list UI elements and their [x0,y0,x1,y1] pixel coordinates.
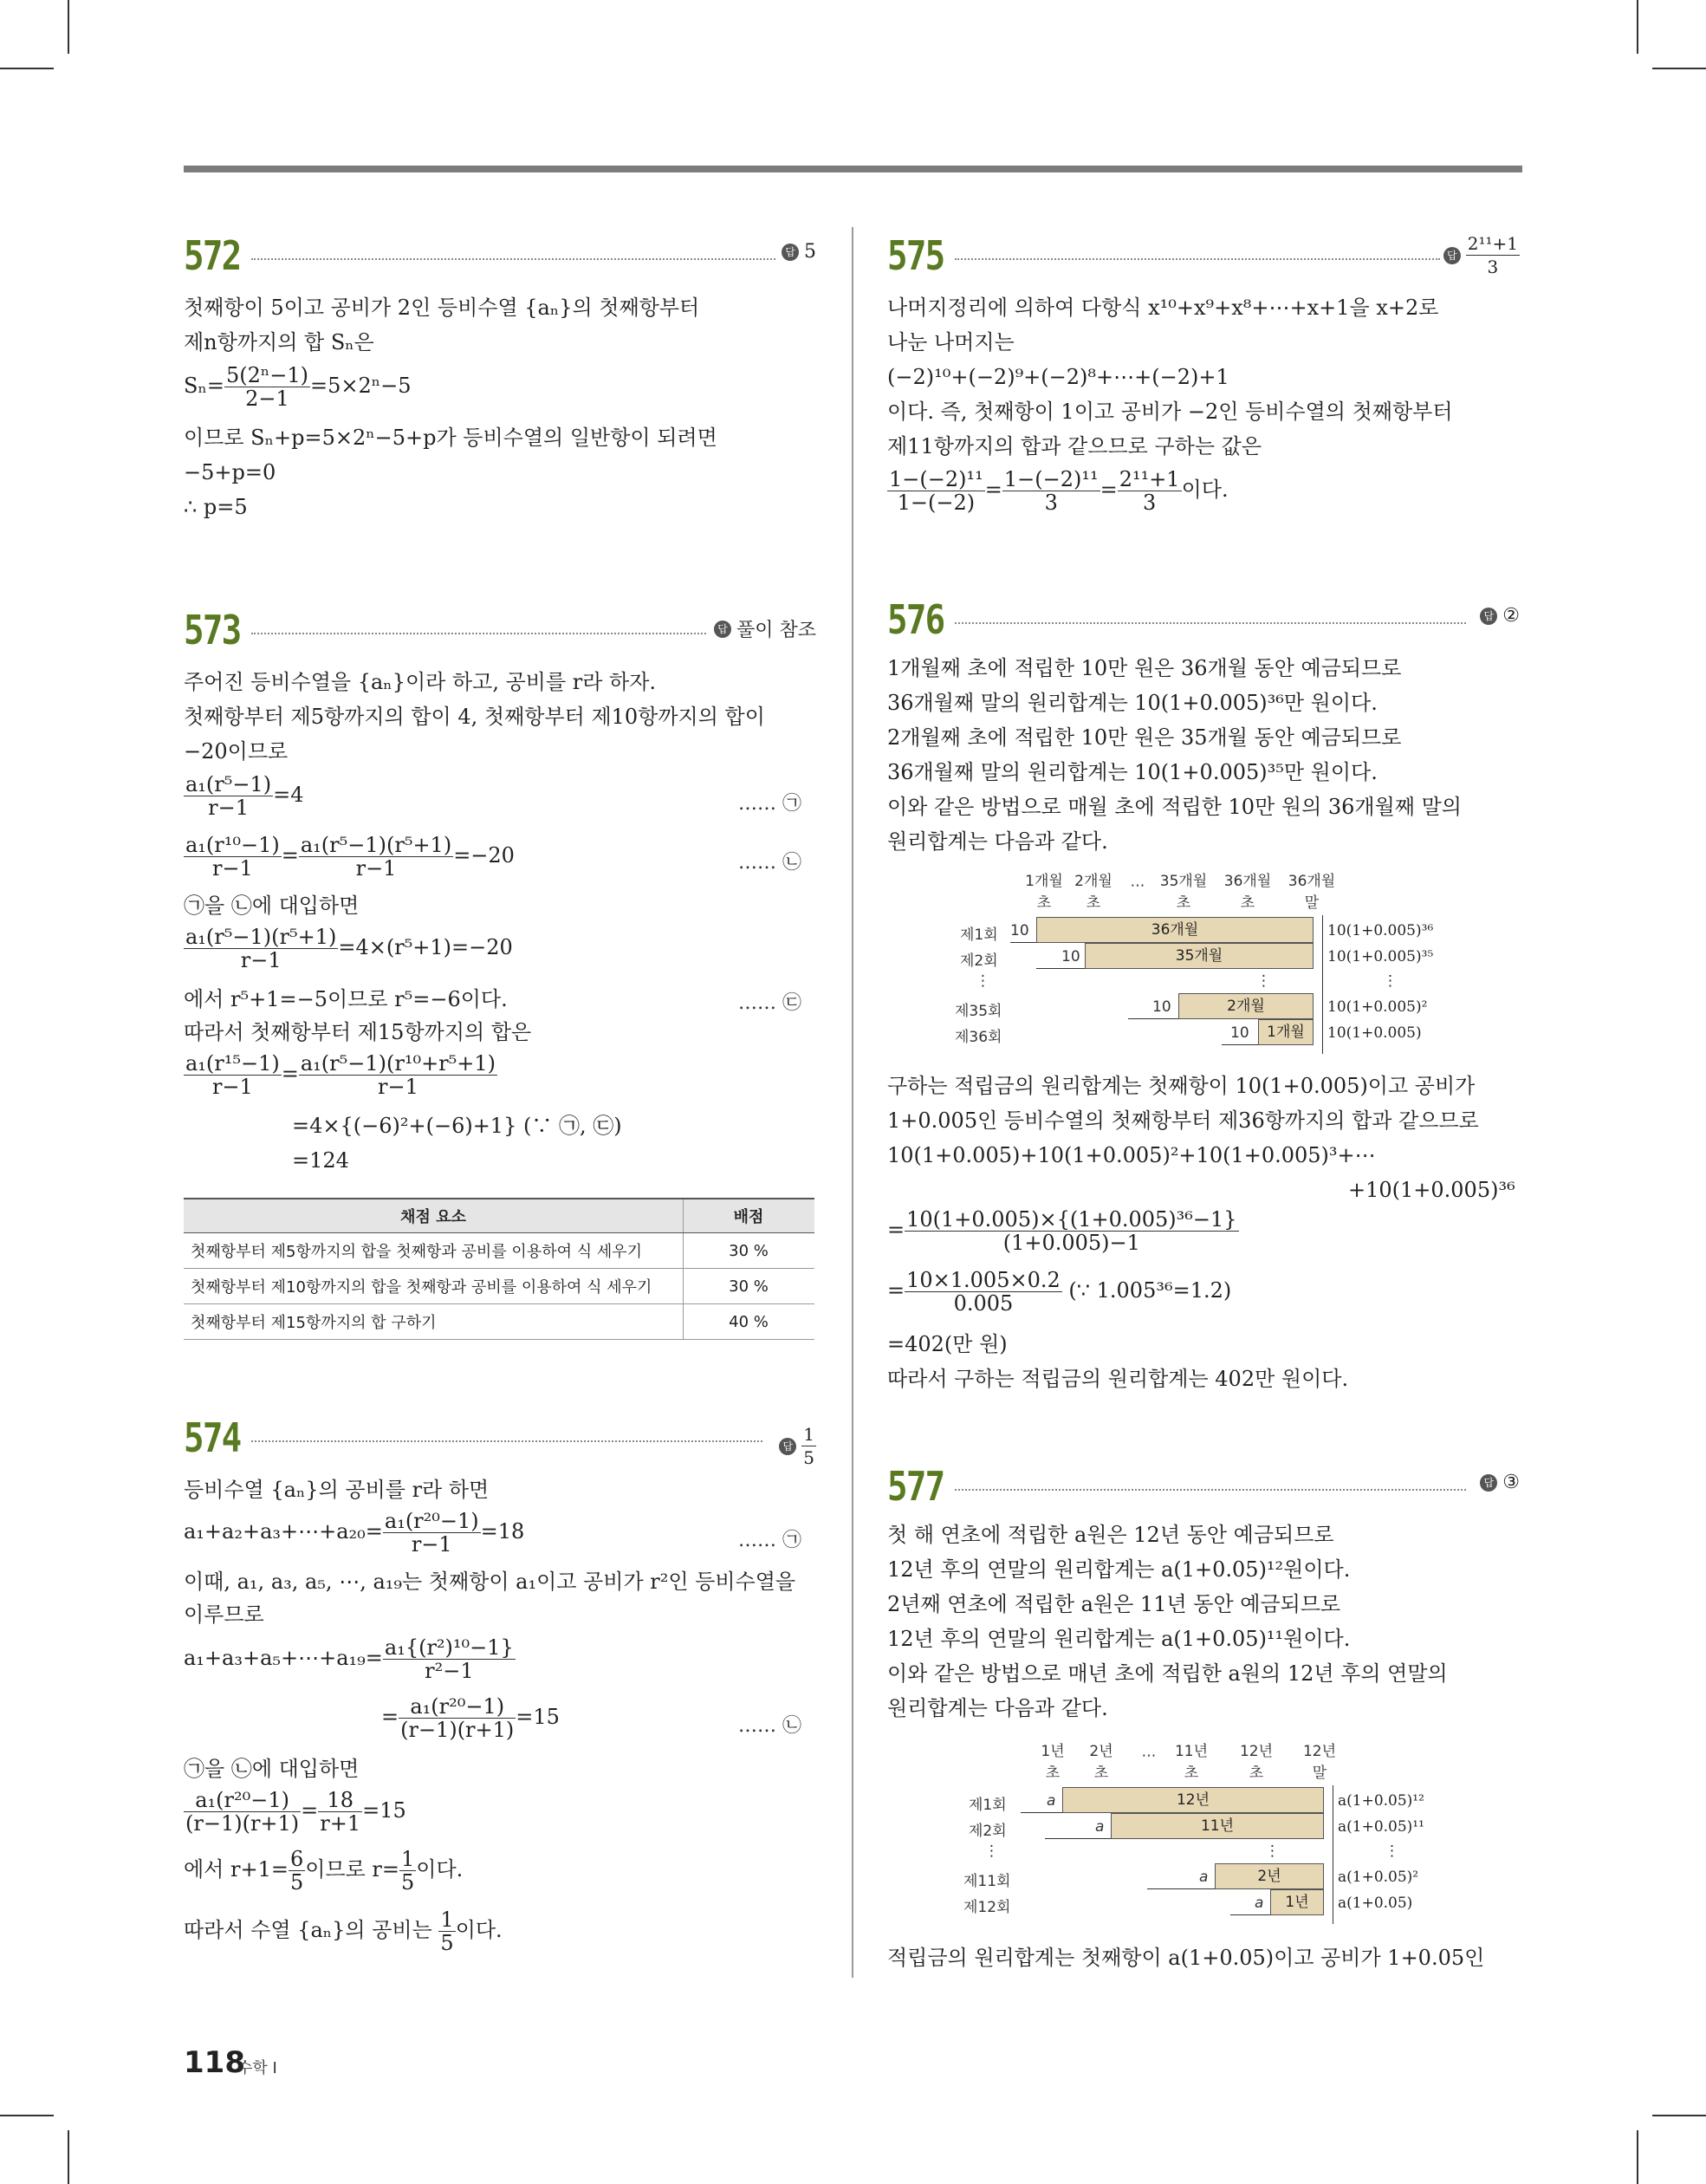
timeline-bar: 35개월 [1085,943,1314,969]
answer-icon: 답 [1480,1474,1497,1492]
equation: 에서 r+1= $\frac{6}{5}$ 이므로 r= $\frac{1}{5}$ 이다. [184,1847,464,1895]
text-line: ㉠을 ㉡에 대입하면 [184,1757,360,1781]
timeline-line [1147,1888,1215,1889]
answer: 답 $\frac{1}{5}$ [779,1423,816,1469]
problem-number: 573 [184,607,241,653]
equation: = $\frac{\text{10(1+0.005)×\{(1+0.005)³⁶−1\}}}{(1+0.005)-1}$ [887,1207,1237,1255]
timeline-line [1036,968,1085,969]
text-line: 이다. 즉, 첫째항이 1이고 공비가 −2인 등비수열의 첫째항부터 [887,400,1453,424]
problem-573 [184,607,816,1173]
timeline-row-label: 제1회 [960,926,998,944]
equation-marker: …… ㉠ [738,1530,801,1551]
page-number: 118 [184,2045,245,2080]
problem-header [184,232,816,284]
timeline-vdots: ⋮ [1265,1843,1280,1860]
timeline-label: 36개월 말 [1288,873,1336,912]
equation: Sₙ= $\frac{\text{5(2ⁿ−1)}}{2-1}$ =5×2ⁿ−5 [184,363,412,411]
timeline-row-label: ⋮ [976,972,990,990]
text-line: 따라서 첫째항부터 제15항까지의 합은 [184,1020,532,1044]
timeline-result: 10(1+0.005)² [1327,998,1428,1016]
timeline-row-label: 제2회 [969,1823,1007,1840]
problem-577 [887,1463,1520,1720]
text-line: +10(1+0.005)³⁶ [1348,1178,1515,1202]
dotted-leader [955,1489,1466,1491]
text-line: 10(1+0.005)+10(1+0.005)²+10(1+0.005)³+⋯ [887,1143,1376,1167]
table-row [184,1233,814,1269]
problem-576 [887,596,1520,854]
problem-575 [887,232,1520,515]
text-line: (−2)¹⁰+(−2)⁹+(−2)⁸+⋯+(−2)+1 [887,365,1229,389]
equation: $\frac{\text{a₁(r¹⁰−1)}}{r-1}$ = $\frac{\text{a₁(r⁵−1)(r⁵+1)}}{r-1}$ =−20 [185,833,515,881]
timeline-row-label: 제12회 [963,1899,1011,1916]
text-line: 이므로 Sₙ+p=5×2ⁿ−5+p가 등비수열의 일반항이 되려면 [184,426,717,450]
text-line: 등비수열 {aₙ}의 공비를 r라 하면 [184,1478,490,1502]
timeline-label: 2개월 초 [1074,873,1112,912]
timeline-label: 12년 초 [1239,1743,1274,1782]
equation: a₁+a₃+a₅+⋯+a₁₉= $\frac{\text{a₁\{(r²)¹⁰−1\}}}{\text{r²−1}}$ [184,1635,514,1683]
timeline-label: 1개월 초 [1025,873,1063,912]
crop-mark [68,2130,69,2184]
text-line: ㉠을 ㉡에 대입하면 [184,894,360,918]
table-row [184,1304,814,1340]
text-line: 이때, a₁, a₃, a₅, ⋯, a₁₉는 첫째항이 a₁이고 공비가 r²인 등비수열을 [184,1570,796,1594]
problem-header [887,232,1520,284]
problem-574 [184,1414,816,1955]
answer: 답 $\frac{\text{2¹¹+1}}{3}$ [1443,232,1520,278]
equation: 따라서 수열 {aₙ}의 공비는 $\frac{1}{5}$ 이다. [184,1908,503,1955]
timeline-bar: 2년 [1215,1863,1324,1889]
dotted-leader [955,258,1440,260]
equation-marker: …… ㉡ [738,1715,801,1737]
table-cell: 30 % [684,1233,815,1269]
text-line: 이루므로 [184,1602,264,1627]
timeline-result: a(1+0.05) [1338,1895,1413,1912]
problem-number: 577 [887,1463,944,1510]
equation: $\frac{\text{a₁(r⁵−1)}}{r-1}$ =4 [185,772,304,820]
problem-header [184,1414,816,1466]
timeline-amount: 10 [1010,922,1029,939]
timeline-label: 2년 초 [1089,1743,1113,1782]
crop-mark [1637,2130,1638,2184]
timeline-amount: a [1047,1792,1056,1810]
timeline-row-label: 제35회 [955,1003,1002,1020]
equation-marker: …… ㉠ [738,793,801,815]
timeline-amount: a [1199,1869,1209,1886]
table-cell: 첫째항부터 제15항까지의 합 구하기 [184,1304,684,1340]
text-line: 제n항까지의 합 Sₙ은 [184,330,374,354]
timeline-result: a(1+0.05)¹² [1338,1792,1424,1810]
text-line: 첫 해 연초에 적립한 a원은 12년 동안 예금되므로 [887,1523,1334,1547]
text-line: 따라서 구하는 적립금의 원리합계는 402만 원이다. [887,1367,1349,1391]
text-line: 이와 같은 방법으로 매년 초에 적립한 a원의 12년 후의 연말의 [887,1661,1448,1686]
timeline-amount: a [1095,1818,1105,1836]
text-line: 첫째항부터 제5항까지의 합이 4, 첫째항부터 제10항까지의 합이 [184,705,765,729]
text-line: 첫째항이 5이고 공비가 2인 등비수열 {aₙ}의 첫째항부터 [184,296,700,320]
timeline-bar: 11년 [1111,1813,1324,1839]
timeline-label: 12년 말 [1302,1743,1337,1782]
timeline-label: ⋯ [1130,877,1145,894]
answer-icon: 답 [1443,247,1461,264]
crop-mark [1652,68,1706,69]
timeline-result: 10(1+0.005)³⁶ [1327,922,1434,939]
timeline-amount: a [1255,1895,1264,1912]
equation: $\frac{\text{a₁(r⁵−1)(r⁵+1)}}{r-1}$ =4×(r⁵+1)=−20 [185,925,513,972]
text-line: 나눈 나머지는 [887,330,1015,354]
problem-header [184,607,816,659]
equation-marker: …… ㉢ [738,992,801,1014]
timeline-bar: 1개월 [1258,1019,1314,1045]
answer-icon: 답 [1480,608,1497,625]
top-rule [184,166,1522,172]
timeline-result: a(1+0.05)¹¹ [1338,1818,1424,1836]
timeline-result: a(1+0.05)² [1338,1869,1419,1886]
problem-number: 576 [887,596,944,643]
equation: $\frac{\text{1−(−2)¹¹}}{1-(-2)}$ = $\frac{\text{1−(−2)¹¹}}{3}$ = $\frac{\text{2¹¹+1}}{3}$ 이다. [889,467,1229,515]
timeline-end-line [1322,915,1323,1054]
table-cell: 첫째항부터 제10항까지의 합을 첫째항과 공비를 이용하여 식 세우기 [184,1269,684,1304]
text-line: 36개월째 말의 원리합계는 10(1+0.005)³⁶만 원이다. [887,691,1378,715]
timeline-bar: 1년 [1270,1889,1324,1915]
text-line: −20이므로 [184,739,289,764]
crop-mark [68,0,69,54]
timeline-line [1230,1914,1270,1915]
crop-mark [1652,2115,1706,2116]
timeline-label: 1년 초 [1041,1743,1065,1782]
timeline-bar: 12년 [1062,1787,1324,1813]
equation: $\frac{\text{a₁(r¹⁵−1)}}{r-1}$ = $\frac{\text{a₁(r⁵−1)(r¹⁰+r⁵+1)}}{r-1}$ [185,1051,496,1099]
text-line: 구하는 적립금의 원리합계는 첫째항이 10(1+0.005)이고 공비가 [887,1074,1476,1098]
answer: 답 ③ [1480,1472,1520,1493]
timeline-line [1010,942,1036,943]
equation: $\frac{\text{a₁(r²⁰−1)}}{(r-1)(r+1)}$ = $\frac{18}{r+1}$ =15 [185,1788,406,1836]
equation: =4×{(−6)²+(−6)+1} (∵ ㉠, ㉢) [292,1114,622,1138]
problem-572 [184,232,816,519]
timeline-row-label: 제2회 [960,952,998,970]
timeline-bar: 36개월 [1036,917,1314,943]
timeline-label: 35개월 초 [1159,873,1208,912]
equation: = $\frac{\text{a₁(r²⁰−1)}}{(r-1)(r+1)}$ =15 [381,1694,560,1742]
timeline-row-label: ⋮ [984,1843,999,1860]
answer: 답 ② [1480,605,1520,627]
text-line: ∴ p=5 [184,495,248,519]
subject-label: 수학 I [237,2059,277,2077]
timeline-row-label: 제1회 [969,1797,1007,1814]
timeline-line [1021,1812,1062,1813]
timeline-result: ⋮ [1383,972,1398,990]
timeline-amount: 10 [1152,998,1171,1016]
dotted-leader [251,633,706,634]
answer-icon: 답 [782,244,799,261]
equation: =402(만 원) [887,1332,1008,1356]
text-line: 이와 같은 방법으로 매월 초에 적립한 10만 원의 36개월째 말의 [887,795,1462,819]
scoring-table [184,1198,814,1340]
timeline-label: 36개월 초 [1223,873,1272,912]
text-line: 원리합계는 다음과 같다. [887,1696,1108,1720]
text-line: 원리합계는 다음과 같다. [887,829,1108,854]
answer-icon: 답 [779,1438,796,1455]
timeline-label: 11년 초 [1174,1743,1209,1782]
problem-number: 572 [184,232,241,279]
timeline-row-label: 제11회 [963,1873,1011,1890]
timeline-line [1222,1044,1258,1045]
text-line: 주어진 등비수열을 {aₙ}이라 하고, 공비를 r라 하자. [184,670,657,694]
table-row [184,1269,814,1304]
timeline-label: ⋯ [1141,1747,1157,1765]
text-line: 36개월째 말의 원리합계는 10(1+0.005)³⁵만 원이다. [887,760,1378,784]
timeline-result: ⋮ [1385,1843,1399,1860]
table-header: 채점 요소 [184,1199,684,1233]
text-line: −5+p=0 [184,460,276,484]
text-line: 1개월째 초에 적립한 10만 원은 36개월 동안 예금되므로 [887,656,1402,680]
crop-mark [1637,0,1638,54]
text-line: 2년째 연초에 적립한 a원은 11년 동안 예금되므로 [887,1592,1341,1616]
problem-header [887,596,1520,648]
timeline-amount: 10 [1061,948,1080,965]
answer-icon: 답 [714,621,731,638]
table-cell: 30 % [684,1269,815,1304]
text-line: 2개월째 초에 적립한 10만 원은 35개월 동안 예금되므로 [887,725,1402,750]
dotted-leader [955,622,1466,624]
problem-number: 574 [184,1414,241,1461]
text-line: 12년 후의 연말의 원리합계는 a(1+0.05)¹¹원이다. [887,1627,1351,1651]
equation: =124 [292,1148,349,1173]
equation: a₁+a₂+a₃+⋯+a₂₀= $\frac{\text{a₁(r²⁰−1)}}{r-1}$ =18 [184,1509,525,1557]
timeline-result: 10(1+0.005) [1327,1024,1422,1042]
problem-header [887,1463,1520,1515]
text-line: 에서 r⁵+1=−5이므로 r⁵=−6이다. [184,987,508,1011]
table-header: 배점 [684,1199,815,1233]
text-line: 제11항까지의 합과 같으므로 구하는 값은 [887,434,1262,458]
text-line: 12년 후의 연말의 원리합계는 a(1+0.05)¹²원이다. [887,1557,1351,1582]
table-cell: 40 % [684,1304,815,1340]
timeline-line [1128,1018,1178,1019]
problem-number: 575 [887,232,944,279]
text-line: 적립금의 원리합계는 첫째항이 a(1+0.05)이고 공비가 1+0.05인 [887,1946,1485,1970]
equation-marker: …… ㉡ [738,852,801,874]
timeline-row-label: 제36회 [955,1029,1002,1046]
equation: = $\frac{10\times 1.005\times 0.2}{0.005}$ (∵ 1.005³⁶=1.2) [887,1268,1232,1316]
timeline-bar: 2개월 [1178,993,1314,1019]
crop-mark [0,68,54,69]
dotted-leader [251,258,775,260]
text-line: 1+0.005인 등비수열의 첫째항부터 제36항까지의 합과 같으므로 [887,1108,1479,1133]
column-divider [852,227,853,1978]
answer: 답 풀이 참조 [714,615,816,642]
crop-mark [0,2115,54,2116]
timeline-amount: 10 [1230,1024,1249,1042]
dotted-leader [251,1440,762,1442]
timeline-vdots: ⋮ [1256,972,1271,990]
answer: 답 5 [782,241,816,263]
timeline-line [1045,1838,1111,1839]
timeline-result: 10(1+0.005)³⁵ [1327,948,1434,965]
text-line: 나머지정리에 의하여 다항식 x¹⁰+x⁹+x⁸+⋯+x+1을 x+2로 [887,296,1439,320]
table-cell: 첫째항부터 제5항까지의 합을 첫째항과 공비를 이용하여 식 세우기 [184,1233,684,1269]
